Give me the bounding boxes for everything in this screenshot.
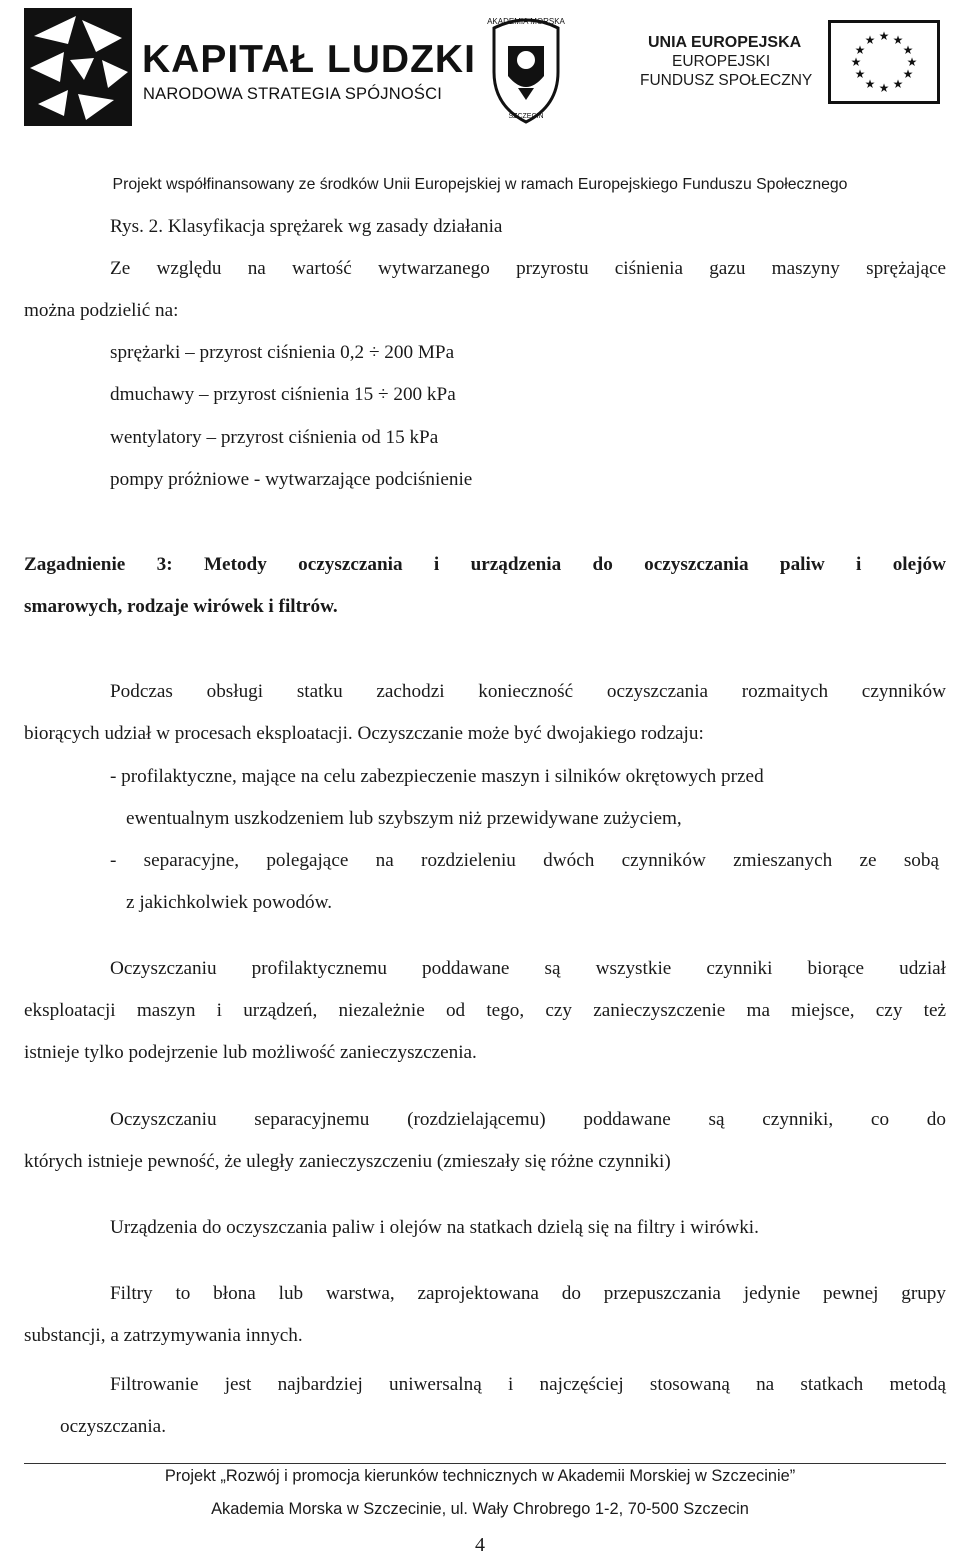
section-heading-line-1: Zagadnienie 3: Metody oczyszczania i urządzenia do oczyszczania paliw i olejów: [24, 554, 946, 575]
paragraph-1-line-1: Podczas obsługi statku zachodzi konieczność oczyszczania rozmaitych czynników: [110, 681, 946, 702]
paragraph-3-line-2: których istnieje pewność, że uległy zanieczyszczeniu (zmieszały się różne czynniki): [24, 1151, 671, 1172]
ue-logo-line1: UNIA EUROPEJSKA: [648, 34, 802, 51]
kapital-ludzki-subtitle: NARODOWA STRATEGIA SPÓJNOŚCI: [143, 85, 442, 103]
paragraph-5-line-2: substancji, a zatrzymywania innych.: [24, 1325, 303, 1346]
svg-text:★: ★: [854, 67, 866, 81]
kapital-ludzki-title: KAPITAŁ LUDZKI: [142, 38, 476, 81]
section-heading-line-2: smarowych, rodzaje wirówek i filtrów.: [24, 596, 338, 617]
bullet-1-line-1: - profilaktyczne, mające na celu zabezpieczenie maszyn i silników okrętowych przed: [110, 766, 764, 787]
svg-text:★: ★: [892, 33, 904, 47]
list-item: wentylatory – przyrost ciśnienia od 15 kPa: [110, 427, 439, 448]
paragraph-3-line-1: Oczyszczaniu separacyjnemu (rozdzielającemu) poddawane są czynniki, co do: [110, 1109, 946, 1130]
paragraph-2-line-2: eksploatacji maszyn i urządzeń, niezależnie od tego, czy zanieczyszczenie ma miejsce, czy też: [24, 1000, 946, 1021]
svg-text:★: ★: [892, 77, 904, 91]
svg-text:★: ★: [864, 77, 876, 91]
paragraph-2-line-1: Oczyszczaniu profilaktycznemu poddawane są wszystkie czynniki biorące udział: [110, 958, 946, 979]
svg-text:★: ★: [864, 33, 876, 47]
paragraph-1-line-2: biorących udział w procesach eksploatacji. Oczyszczanie może być dwojakiego rodzaju:: [24, 723, 704, 744]
list-item: sprężarki – przyrost ciśnienia 0,2 ÷ 200 MPa: [110, 342, 455, 363]
figure-caption: Rys. 2. Klasyfikacja sprężarek wg zasady działania: [110, 216, 503, 237]
bullet-2-line-1: - separacyjne, polegające na rozdzieleniu dwóch czynników zmieszanych ze sobą: [110, 850, 939, 871]
paragraph-2-line-3: istnieje tylko podejrzenie lub możliwość zanieczyszczenia.: [24, 1042, 477, 1063]
footer-project: Projekt „Rozwój i promocja kierunków technicznych w Akademii Morskiej w Szczecinie”: [164, 1467, 796, 1485]
list-item: dmuchawy – przyrost ciśnienia 15 ÷ 200 kPa: [110, 384, 456, 405]
svg-text:AKADEMIA MORSKA: AKADEMIA MORSKA: [487, 17, 565, 26]
svg-text:★: ★: [902, 67, 914, 81]
footer-address: Akademia Morska w Szczecinie, ul. Wały Chrobrego 1-2, 70-500 Szczecin: [211, 1500, 749, 1518]
intro-line-1: Ze względu na wartość wytwarzanego przyrostu ciśnienia gazu maszyny sprężające: [110, 258, 946, 279]
paragraph-6-line-2: oczyszczania.: [60, 1416, 166, 1437]
intro-line-2: można podzielić na:: [24, 300, 179, 321]
svg-text:★: ★: [850, 55, 862, 69]
footer-divider: [24, 1463, 946, 1464]
bullet-2-line-2: z jakichkolwiek powodów.: [126, 892, 333, 913]
eu-flag-icon: [828, 20, 940, 104]
kapital-ludzki-logo: [24, 8, 476, 128]
list-item: pompy próżniowe - wytwarzające podciśnienie: [110, 469, 473, 490]
svg-text:SZCZECIN: SZCZECIN: [508, 113, 544, 120]
ue-logo-line3: FUNDUSZ SPOŁECZNY: [640, 72, 813, 89]
svg-text:★: ★: [878, 29, 890, 43]
paragraph-6-line-1: Filtrowanie jest najbardziej uniwersalną i najczęściej stosowaną na statkach metodą: [110, 1374, 946, 1395]
paragraph-4: Urządzenia do oczyszczania paliw i olejów na statkach dzielą się na filtry i wirówki.: [110, 1217, 759, 1238]
kapital-ludzki-emblem-icon: [24, 8, 132, 126]
akademia-morska-seal-icon: [478, 14, 574, 124]
bullet-1-line-2: ewentualnym uszkodzeniem lub szybszym niż przewidywane zużyciem,: [126, 808, 682, 829]
page-number: 4: [475, 1534, 485, 1556]
funding-note: Projekt współfinansowany ze środków Unii Europejskiej w ramach Europejskiego Funduszu Społecznego: [112, 176, 848, 193]
paragraph-5-line-1: Filtry to błona lub warstwa, zaprojektowana do przepuszczania jedynie pewnej grupy: [110, 1283, 946, 1304]
svg-text:★: ★: [878, 81, 890, 95]
svg-text:★: ★: [906, 55, 918, 69]
unia-europejska-logo: [620, 20, 940, 110]
svg-text:★: ★: [854, 43, 866, 57]
svg-text:★: ★: [902, 43, 914, 57]
ue-logo-line2: EUROPEJSKI: [672, 53, 771, 70]
